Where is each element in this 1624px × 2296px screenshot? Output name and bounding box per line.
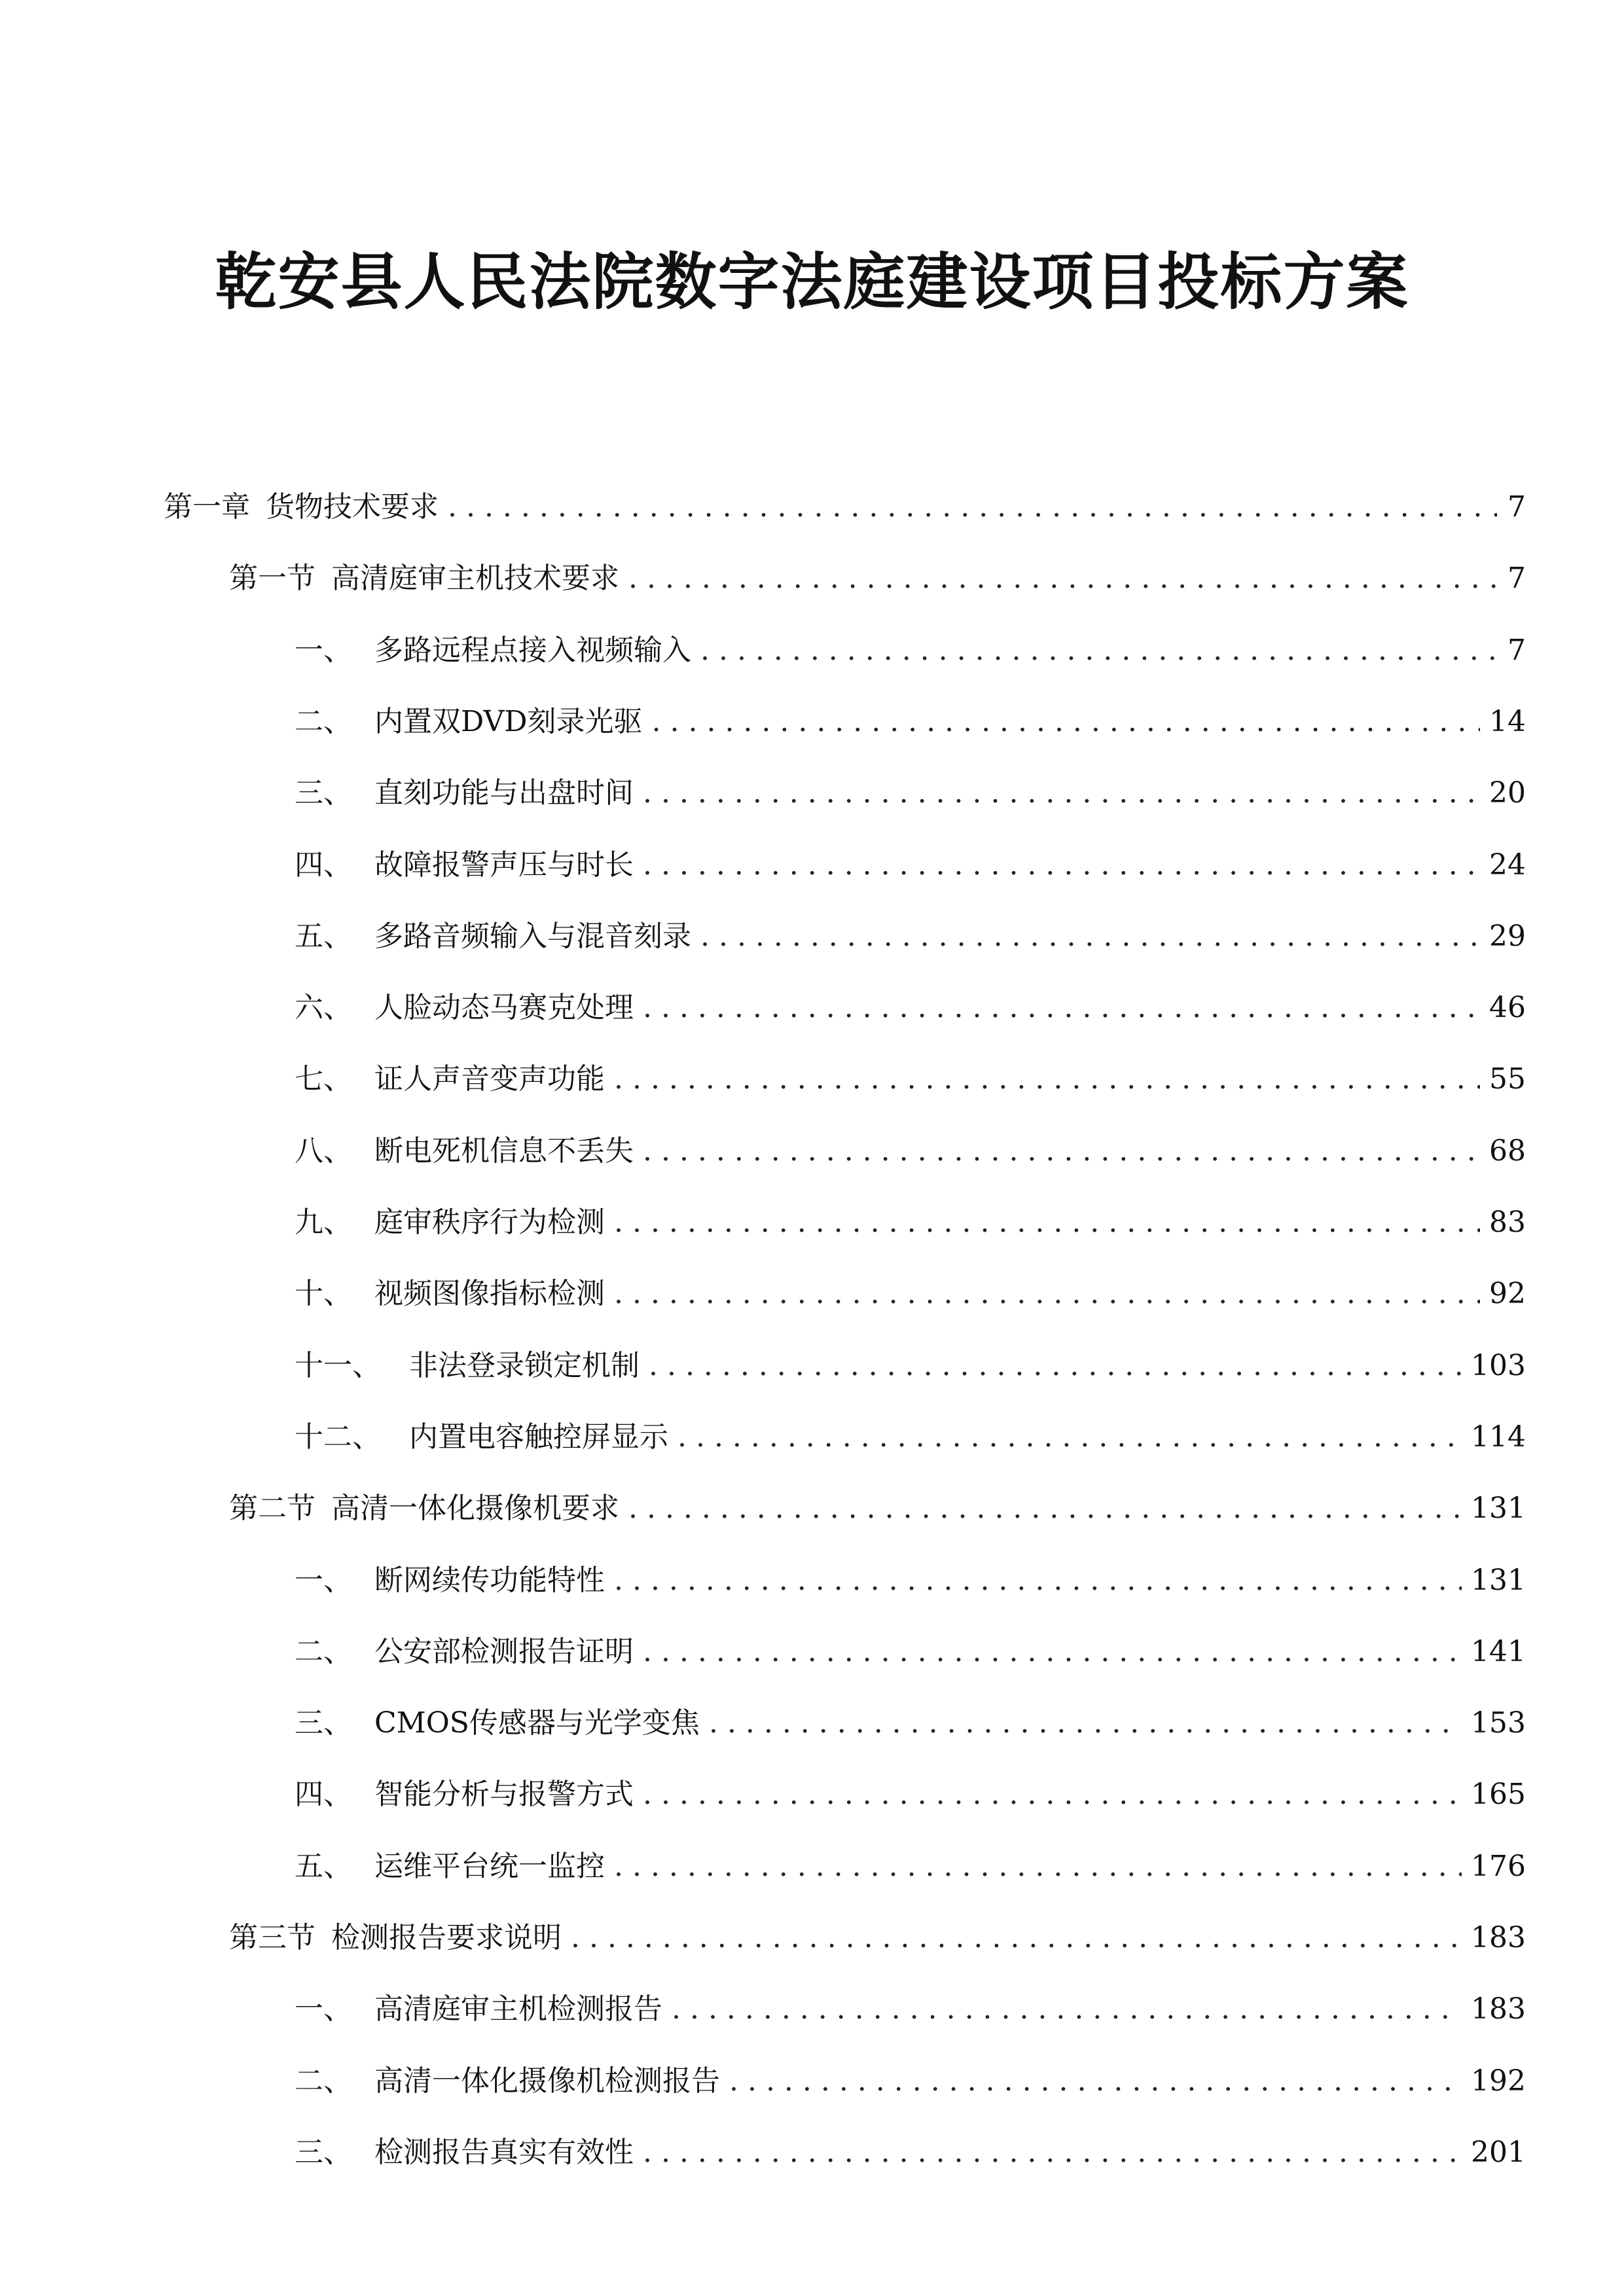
toc-dot-leader — [614, 1056, 1480, 1102]
toc-entry-label: CMOS传感器与光学变焦 — [374, 1706, 700, 1740]
toc-entry-page-number: 7 — [1507, 490, 1526, 524]
toc-entry-label: 高清庭审主机技术要求 — [331, 562, 619, 596]
toc-dot-leader — [614, 1844, 1462, 1890]
toc-entry-number: 五、 — [295, 1849, 352, 1883]
toc-entry-page-number: 201 — [1471, 2135, 1526, 2169]
toc-entry-number: 五、 — [295, 919, 352, 953]
toc-dot-leader — [677, 1414, 1462, 1460]
toc-entry-number: 三、 — [295, 1706, 352, 1740]
toc-entry[interactable] — [295, 985, 1526, 1031]
toc-entry-page-number: 92 — [1489, 1277, 1526, 1311]
toc-entry-page-number: 176 — [1471, 1849, 1526, 1883]
toc-dot-leader — [643, 985, 1480, 1031]
toc-dot-leader — [643, 770, 1480, 816]
toc-dot-leader — [643, 1772, 1462, 1818]
toc-entry-page-number: 165 — [1471, 1778, 1526, 1812]
toc-entry[interactable] — [295, 1271, 1526, 1317]
document-title: 乾安县人民法院数字法庭建设项目投标方案 — [215, 247, 1409, 318]
toc-entry-label: 视频图像指标检测 — [374, 1277, 605, 1311]
toc-dot-leader — [709, 1700, 1462, 1746]
toc-entry-label: 高清庭审主机检测报告 — [374, 1992, 662, 2026]
toc-entry[interactable] — [229, 1486, 1526, 1532]
toc-dot-leader — [700, 914, 1480, 960]
toc-entry[interactable] — [295, 1056, 1526, 1102]
toc-entry[interactable] — [229, 556, 1526, 601]
toc-entry-label: 非法登录锁定机制 — [409, 1348, 640, 1382]
toc-entry[interactable] — [295, 1844, 1526, 1890]
toc-entry-page-number: 114 — [1471, 1420, 1526, 1454]
toc-entry[interactable] — [295, 1414, 1526, 1460]
toc-entry-number: 第二节 — [229, 1492, 316, 1526]
toc-entry-number: 第一章 — [164, 490, 250, 524]
toc-dot-leader — [614, 1558, 1462, 1604]
toc-entry[interactable] — [295, 1986, 1526, 2032]
toc-dot-leader — [571, 1915, 1462, 1961]
toc-entry-number: 十一、 — [295, 1348, 381, 1382]
toc-entry-label: 证人声音变声功能 — [374, 1062, 605, 1096]
toc-entry-page-number: 83 — [1489, 1206, 1526, 1239]
toc-entry[interactable] — [164, 484, 1526, 530]
toc-entry[interactable] — [295, 770, 1526, 816]
toc-entry-label: 故障报警声压与时长 — [374, 848, 634, 882]
toc-entry-number: 十、 — [295, 1277, 352, 1311]
toc-entry-page-number: 192 — [1471, 2064, 1526, 2098]
toc-entry-number: 一、 — [295, 1992, 352, 2026]
toc-entry-number: 十二、 — [295, 1420, 381, 1454]
toc-entry[interactable] — [295, 699, 1526, 745]
toc-entry[interactable] — [295, 1629, 1526, 1675]
toc-entry-label: 智能分析与报警方式 — [374, 1778, 634, 1812]
toc-dot-leader — [448, 484, 1497, 530]
toc-dot-leader — [672, 1986, 1462, 2032]
toc-entry[interactable] — [295, 628, 1526, 673]
toc-dot-leader — [628, 1486, 1462, 1532]
toc-dot-leader — [643, 2130, 1462, 2176]
toc-dot-leader — [628, 556, 1497, 601]
toc-entry-page-number: 29 — [1489, 919, 1526, 953]
toc-entry-page-number: 20 — [1489, 776, 1526, 810]
toc-entry[interactable] — [295, 914, 1526, 960]
toc-entry[interactable] — [295, 1772, 1526, 1818]
toc-entry-page-number: 183 — [1471, 1992, 1526, 2026]
toc-entry-number: 四、 — [295, 848, 352, 882]
toc-entry-label: 高清一体化摄像机要求 — [331, 1492, 619, 1526]
toc-entry-label: 断电死机信息不丢失 — [374, 1134, 634, 1168]
toc-dot-leader — [729, 2058, 1462, 2104]
toc-entry-page-number: 46 — [1489, 991, 1526, 1025]
toc-entry-label: 内置双DVD刻录光驱 — [374, 704, 643, 738]
toc-entry-page-number: 183 — [1471, 1921, 1526, 1954]
toc-entry-label: 检测报告真实有效性 — [374, 2135, 634, 2169]
toc-entry[interactable] — [295, 1700, 1526, 1746]
toc-entry-label: 运维平台统一监控 — [374, 1849, 605, 1883]
toc-entry-number: 三、 — [295, 776, 352, 810]
toc-entry-page-number: 153 — [1471, 1706, 1526, 1740]
toc-entry-number: 一、 — [295, 1563, 352, 1597]
toc-dot-leader — [652, 699, 1480, 745]
toc-dot-leader — [614, 1200, 1480, 1246]
toc-dot-leader — [643, 1629, 1462, 1675]
toc-entry-label: 断网续传功能特性 — [374, 1563, 605, 1597]
toc-dot-leader — [649, 1343, 1462, 1389]
toc-entry-number: 九、 — [295, 1206, 352, 1239]
toc-entry-page-number: 7 — [1507, 633, 1526, 667]
toc-entry-number: 第三节 — [229, 1921, 316, 1954]
toc-dot-leader — [700, 628, 1497, 673]
toc-entry-number: 四、 — [295, 1778, 352, 1812]
toc-dot-leader — [643, 842, 1480, 888]
toc-dot-leader — [614, 1271, 1480, 1317]
toc-entry-page-number: 68 — [1489, 1134, 1526, 1168]
toc-dot-leader — [643, 1128, 1480, 1174]
toc-entry-label: 多路音频输入与混音刻录 — [374, 919, 691, 953]
toc-entry[interactable] — [295, 2130, 1526, 2176]
toc-entry-label: 直刻功能与出盘时间 — [374, 776, 634, 810]
toc-entry-page-number: 7 — [1507, 562, 1526, 596]
toc-entry[interactable] — [229, 1915, 1526, 1961]
toc-entry[interactable] — [295, 1200, 1526, 1246]
toc-entry-page-number: 14 — [1489, 704, 1526, 738]
toc-entry-number: 二、 — [295, 1634, 352, 1668]
toc-entry-number: 八、 — [295, 1134, 352, 1168]
toc-entry-label: 检测报告要求说明 — [331, 1921, 562, 1954]
toc-entry-label: 庭审秩序行为检测 — [374, 1206, 605, 1239]
toc-entry-number: 二、 — [295, 704, 352, 738]
toc-entry[interactable] — [295, 1558, 1526, 1604]
toc-entry[interactable] — [295, 2058, 1526, 2104]
toc-entry[interactable] — [295, 1343, 1526, 1389]
toc-entry-number: 七、 — [295, 1062, 352, 1096]
toc-entry[interactable] — [295, 1128, 1526, 1174]
toc-entry-label: 高清一体化摄像机检测报告 — [374, 2064, 720, 2098]
toc-entry-page-number: 131 — [1471, 1492, 1526, 1526]
toc-entry-page-number: 55 — [1489, 1062, 1526, 1096]
toc-entry-number: 三、 — [295, 2135, 352, 2169]
toc-entry-label: 公安部检测报告证明 — [374, 1634, 634, 1668]
toc-entry-label: 多路远程点接入视频输入 — [374, 633, 691, 667]
toc-entry-page-number: 103 — [1471, 1348, 1526, 1382]
toc-entry-number: 第一节 — [229, 562, 316, 596]
toc-entry-number: 一、 — [295, 633, 352, 667]
toc-entry[interactable] — [295, 842, 1526, 888]
toc-entry-label: 内置电容触控屏显示 — [409, 1420, 668, 1454]
toc-entry-page-number: 131 — [1471, 1563, 1526, 1597]
toc-entry-label: 人脸动态马赛克处理 — [374, 991, 634, 1025]
toc-entry-page-number: 24 — [1489, 848, 1526, 882]
toc-entry-number: 六、 — [295, 991, 352, 1025]
toc-entry-page-number: 141 — [1471, 1634, 1526, 1668]
toc-entry-label: 货物技术要求 — [266, 490, 439, 524]
toc-entry-number: 二、 — [295, 2064, 352, 2098]
